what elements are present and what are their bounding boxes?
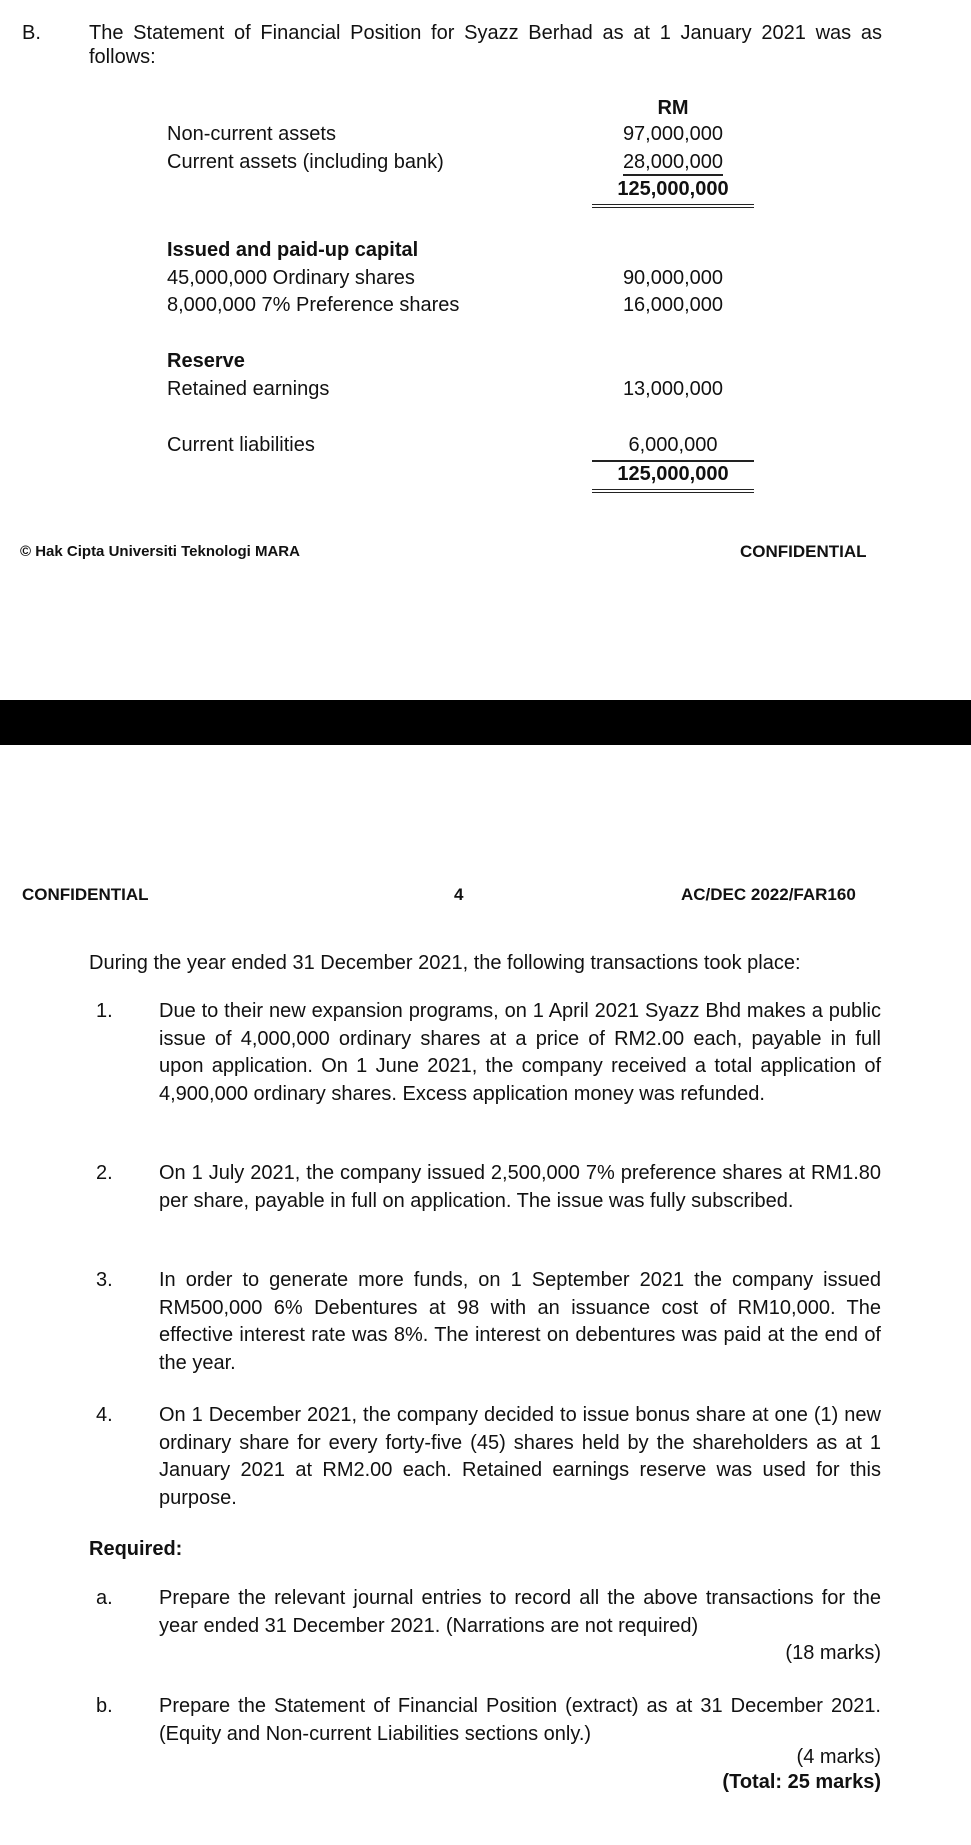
- cl-value: 6,000,000: [592, 433, 754, 462]
- item-number: 4.: [96, 1404, 113, 1426]
- total-equity-liabilities: 125,000,000: [592, 462, 754, 493]
- preference-value: 16,000,000: [622, 294, 724, 316]
- required-heading: Required:: [89, 1538, 183, 1560]
- confidential-footer: CONFIDENTIAL: [740, 542, 867, 561]
- reserve-heading: Reserve: [167, 350, 245, 372]
- nca-value: 97,000,000: [622, 123, 724, 145]
- section-intro: The Statement of Financial Position for Syazz Berhad as at 1 January 2021 was as follows:: [89, 22, 882, 68]
- page-separator: [0, 700, 971, 745]
- ordinary-label: 45,000,000 Ordinary shares: [167, 267, 415, 289]
- item-number: 1.: [96, 1000, 113, 1022]
- page-number: 4: [454, 885, 464, 904]
- currency-header: RM: [657, 97, 689, 119]
- retained-value: 13,000,000: [622, 378, 724, 400]
- course-code: AC/DEC 2022/FAR160: [681, 885, 856, 904]
- total-marks: (Total: 25 marks): [722, 1771, 881, 1793]
- capital-heading: Issued and paid-up capital: [167, 239, 419, 261]
- ca-value-text: 28,000,000: [623, 151, 723, 176]
- preference-label: 8,000,000 7% Preference shares: [167, 294, 460, 316]
- confidential-header: CONFIDENTIAL: [22, 885, 149, 904]
- ca-label: Current assets (including bank): [167, 151, 444, 173]
- cl-label: Current liabilities: [167, 434, 315, 456]
- transaction-item: On 1 December 2021, the company decided to issue bonus share at one (1) new ordinary share for every forty-five (45) shares held by the shareholders as at 1 January 2021 at RM2.00 each. Retained earnings reserve was used for this purpose.: [159, 1404, 881, 1509]
- part-a-marks: (18 marks): [785, 1642, 881, 1664]
- ca-value: [598, 150, 748, 174]
- item-number: 2.: [96, 1162, 113, 1184]
- copyright-footer: © Hak Cipta Universiti Teknologi MARA: [20, 543, 300, 560]
- item-number: 3.: [96, 1269, 113, 1291]
- transaction-item: Due to their new expansion programs, on 1 April 2021 Syazz Bhd makes a public issue of 4,000,000 ordinary shares at a price of RM2.00 each, payable in full upon application. On 1 June 2021, the company received a total application of 4,900,000 ordinary shares. Excess application money was refunded.: [159, 1000, 881, 1105]
- part-b-marks: (4 marks): [796, 1746, 881, 1768]
- part-b-text: Prepare the Statement of Financial Position (extract) as at 31 December 2021. (Equity and Non-current Liabilities sections only.): [159, 1695, 881, 1745]
- part-a-text: Prepare the relevant journal entries to record all the above transactions for the year ended 31 December 2021. (Narrations are not required): [159, 1587, 881, 1637]
- section-label: B.: [22, 22, 41, 44]
- retained-label: Retained earnings: [167, 378, 330, 400]
- transaction-item: In order to generate more funds, on 1 September 2021 the company issued RM500,000 6% Debentures at 98 with an issuance cost of RM10,000. The effective interest rate was 8%. The interest on debentures was paid at the end of the year.: [159, 1269, 881, 1374]
- part-b-label: b.: [96, 1695, 113, 1717]
- transaction-item: On 1 July 2021, the company issued 2,500,000 7% preference shares at RM1.80 per share, payable in full on application. The issue was fully subscribed.: [159, 1162, 881, 1212]
- part-a-label: a.: [96, 1587, 113, 1609]
- ordinary-value: 90,000,000: [622, 267, 724, 289]
- nca-label: Non-current assets: [167, 123, 336, 145]
- transactions-intro: During the year ended 31 December 2021, the following transactions took place:: [89, 952, 801, 974]
- total-assets: 125,000,000: [592, 177, 754, 208]
